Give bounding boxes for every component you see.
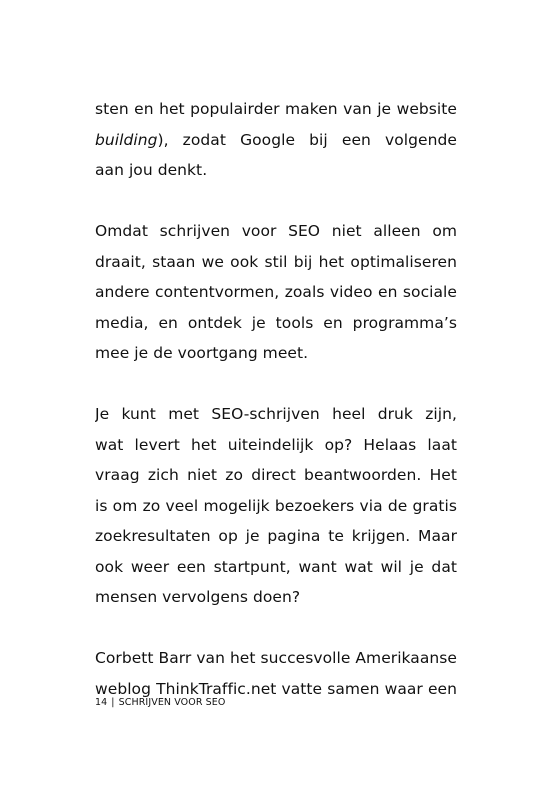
italic-term: building <box>95 130 158 149</box>
text-run: draait, staan we ook stil bij het optimaliseren <box>95 252 457 271</box>
text-run: mee je de voortgang meet. <box>95 344 309 362</box>
text-line <box>95 491 457 522</box>
text-run: Je kunt met SEO-schrijven heel druk zijn, <box>95 405 457 423</box>
paragraph-gap <box>95 186 457 217</box>
text-line <box>95 94 457 125</box>
page-number: 14 <box>95 697 108 708</box>
paragraph <box>95 216 457 369</box>
paragraph-gap <box>95 369 457 400</box>
paragraph-gap <box>95 613 457 644</box>
text-run: aan jou denkt. <box>95 161 208 179</box>
text-line <box>95 277 457 308</box>
text-run: ), zodat Google bij een volgende <box>157 130 457 149</box>
text-run: andere contentvormen, zoals video en sociale <box>95 283 457 301</box>
text-run: vraag zich niet zo direct beantwoorden. Het <box>95 466 457 484</box>
text-line <box>95 521 457 552</box>
page-footer <box>95 697 225 708</box>
text-line <box>95 643 457 674</box>
text-run: ook weer een startpunt, want wat wil je dat <box>95 557 457 576</box>
text-run: Omdat schrijven voor SEO niet alleen om <box>95 222 457 240</box>
text-line <box>95 338 457 369</box>
text-line <box>95 399 457 430</box>
text-line <box>95 460 457 491</box>
text-run: sten en het populairder maken van je website <box>95 100 457 118</box>
paragraph <box>95 643 457 704</box>
text-run: wat levert het uiteindelijk op? Helaas laat <box>95 435 457 454</box>
text-run: mensen vervolgens doen? <box>95 588 301 606</box>
paragraph <box>95 94 457 186</box>
text-line <box>95 155 457 186</box>
text-line <box>95 582 457 613</box>
text-run: weblog ThinkTraffic.net vatte samen waar een <box>95 679 457 698</box>
text-run: is om zo veel mogelijk bezoekers via de gratis <box>95 496 457 515</box>
text-run: media, en ontdek je tools en programma’s <box>95 313 457 332</box>
text-run: Corbett Barr van het succesvolle Amerikaanse <box>95 649 457 667</box>
text-line <box>95 216 457 247</box>
footer-separator: | <box>111 697 115 708</box>
text-line <box>95 308 457 339</box>
text-run: zoekresultaten op je pagina te krijgen. Maar <box>95 527 457 545</box>
text-line <box>95 247 457 278</box>
paragraph <box>95 399 457 613</box>
running-title: SCHRIJVEN VOOR SEO <box>118 697 226 708</box>
text-line <box>95 430 457 461</box>
text-line <box>95 552 457 583</box>
body-text <box>95 94 457 704</box>
text-line <box>95 125 457 156</box>
